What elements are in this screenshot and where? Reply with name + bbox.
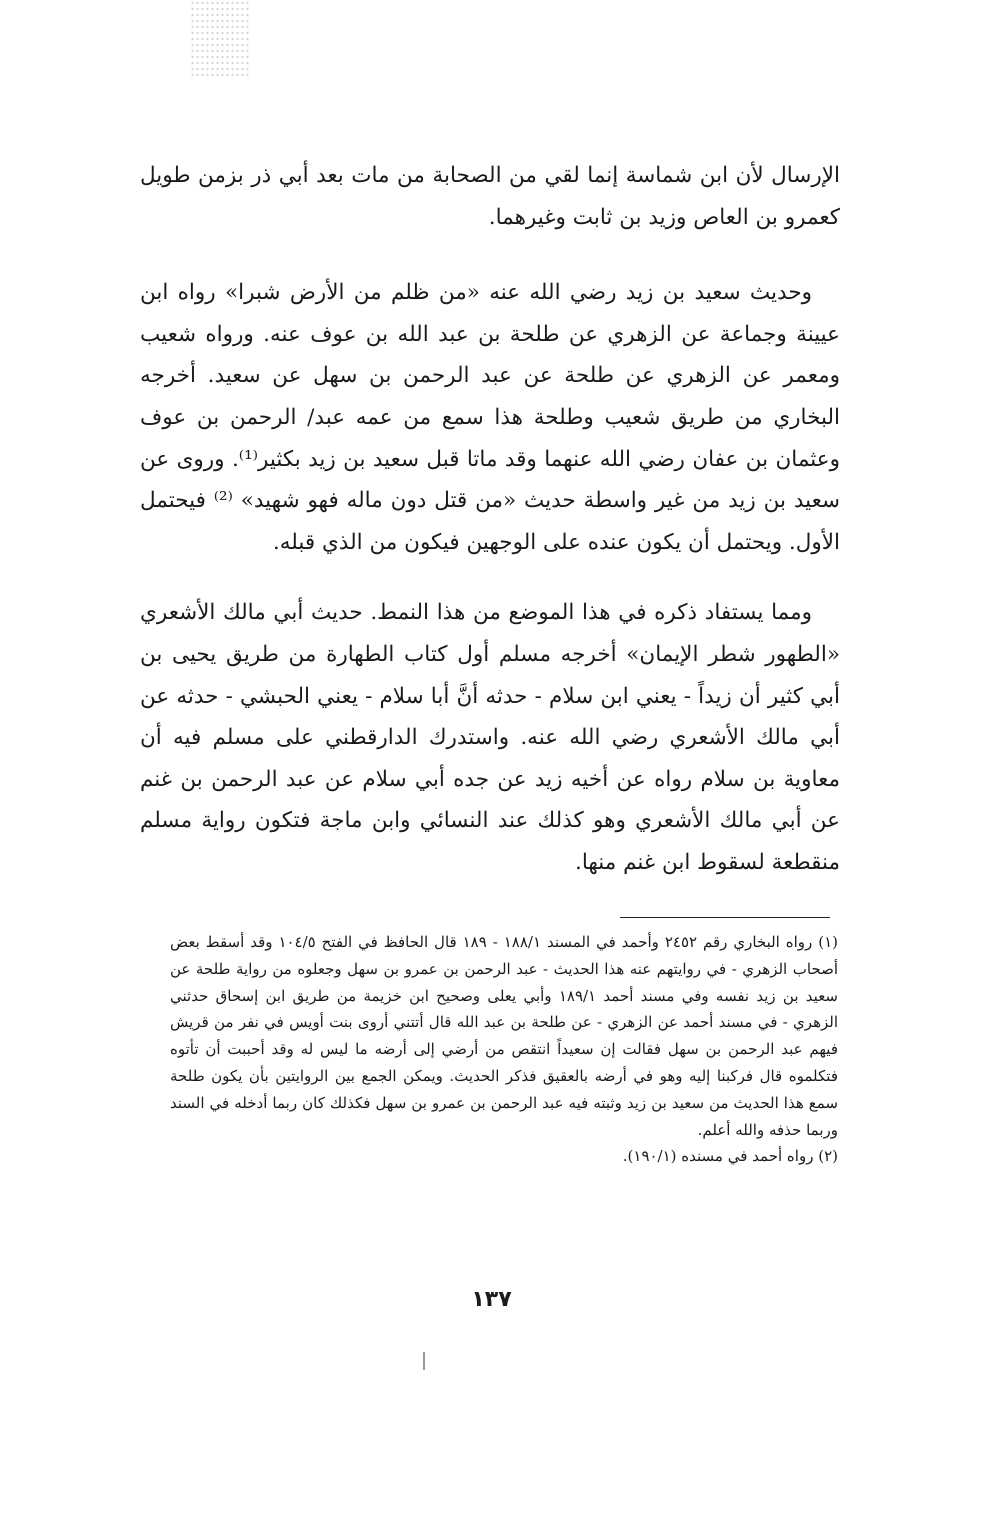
- paragraph: الإرسال لأن ابن شماسة إنما لقي من الصحابة من مات بعد أبي ذر بزمن طويل كعمرو بن العاص وزيد بن ثابت وغيرهما.: [140, 163, 840, 230]
- paragraph: وحديث سعيد بن زيد رضي الله عنه «من ظلم من الأرض شبرا» رواه ابن عيينة وجماعة عن الزهري عن طلحة بن عبد الله بن عوف عنه. ورواه شعيب ومعمر عن الزهري عن طلحة عن عبد الرحمن بن سهل عن سعيد. أخرجه البخاري من طريق شعيب وطلحة هذا سمع من عمه عبد/ الرحمن بن عوف وعثمان بن عفان رضي الله عنهما وقد ماتا قبل سعيد بن زيد بكثير⁽¹⁾. وروى عن سعيد بن زيد من غير واسطة حديث «من قتل دون ماله فهو شهيد» ⁽²⁾ فيحتمل الأول. ويحتمل أن يكون عنده على الوجهين فيكون من الذي قبله.: [140, 280, 840, 555]
- ink-mark: [423, 1352, 425, 1370]
- paragraph: ومما يستفاد ذكره في هذا الموضع من هذا النمط. حديث أبي مالك الأشعري «الطهور شطر الإيمان» أخرجه مسلم أول كتاب الطهارة من طريق يحيى بن أبي كثير أن زيداً - يعني ابن سلام - حدثه أنَّ أبا سلام - يعني الحبشي - حدثه عن أبي مالك الأشعري رضي الله عنه. واستدرك الدارقطني على مسلم فيه أن معاوية بن سلام رواه عن أخيه زيد عن جده أبي سلام عن عبد الرحمن بن غنم عن أبي مالك الأشعري وهو كذلك عند النسائي وابن ماجة فتكون رواية مسلم منقطعة لسقوط ابن غنم منها.: [140, 600, 840, 875]
- scan-noise-mark: [190, 0, 250, 80]
- footnote: (٢) رواه أحمد في مسنده (١٩٠/١).: [622, 1147, 838, 1166]
- footnote-separator: [620, 917, 830, 918]
- footnotes: [170, 929, 838, 1170]
- main-text: [140, 155, 840, 884]
- footnote: (١) رواه البخاري رقم ٢٤٥٢ وأحمد في المسند ١٨٨/١ - ١٨٩ قال الحافظ في الفتح ١٠٤/٥ وقد أسقط بعض أصحاب الزهري - في روايتهم عنه هذا الحديث - عبد الرحمن بن عمرو بن سهل وجعلوه من رواية طلحة عن سعيد بن زيد نفسه وفي مسند أحمد ١٨٩/١ وأبي يعلى وصحيح ابن خزيمة من طريق ابن إسحاق حدثني الزهري - في مسند أحمد عن الزهري - عن طلحة بن عبد الله قال أتتني أروى بنت أويس في نفر من قريش فيهم عبد الرحمن بن سهل فقالت إن سعيداً انتقص من أرضي إلى أرضه ما ليس له وقد أحببت أن تأتوه فتكلموه قال فركبنا إليه وهو في أرضه بالعقيق فذكر الحديث. ويمكن الجمع بين الروايتين بأن يكون طلحة سمع هذا الحديث من سعيد بن زيد وثبته فيه عبد الرحمن بن عمرو بن سهل فكذلك كان ربما أدخله في السند وربما حذفه والله أعلم.: [170, 933, 838, 1139]
- page-number: ١٣٧: [471, 1287, 512, 1312]
